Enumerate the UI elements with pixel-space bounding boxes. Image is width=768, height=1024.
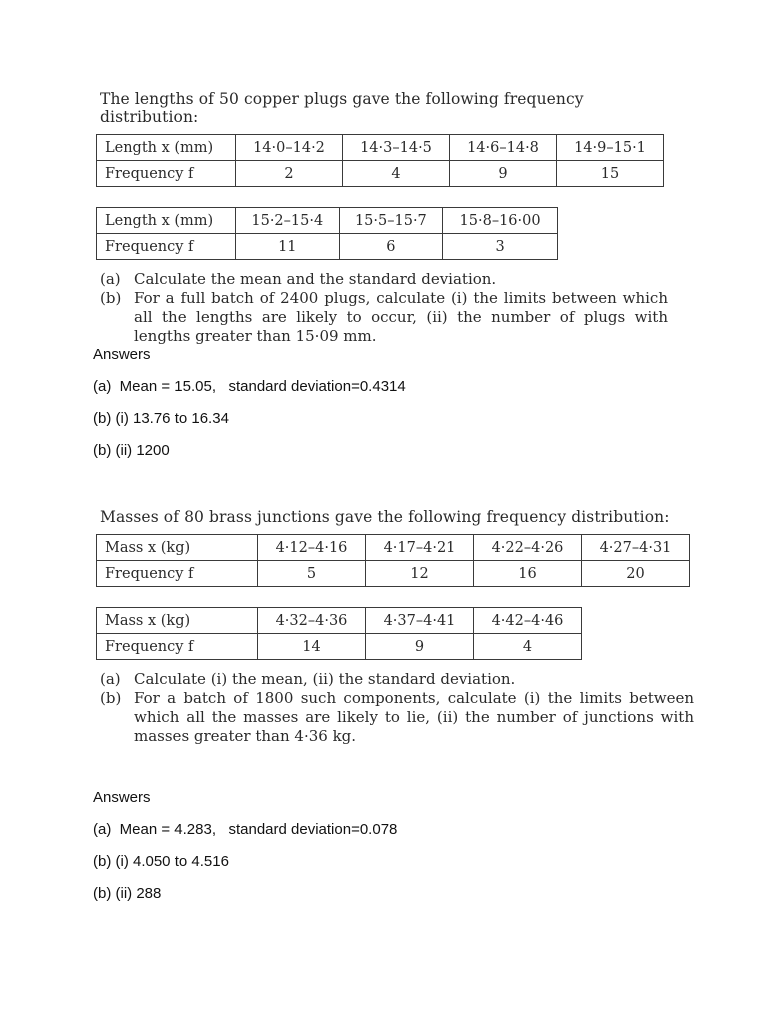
question-b — [96, 689, 694, 746]
question-text: For a batch of 1800 such components, calculate (i) the limits between which all the masses are likely to lie, (ii) the number of junctions with masses greater than 4·36 kg. — [134, 689, 694, 745]
range-cell: 14·6–14·8 — [450, 135, 557, 161]
answer-a: (a) Mean = 4.283, standard deviation=0.078 — [93, 821, 398, 838]
problem-2-intro: Masses of 80 brass junctions gave the following frequency distribution: — [100, 508, 670, 526]
answer-a: (a) Mean = 15.05, standard deviation=0.4314 — [93, 378, 406, 395]
problem-2-questions — [96, 670, 694, 746]
question-text: For a full batch of 2400 plugs, calculate (i) the limits between which all the lengths are likely to occur, (ii) the number of plugs with lengths greater than 15·09 mm. — [134, 289, 668, 345]
row-label: Length x (mm) — [97, 208, 236, 234]
problem-2-table-2 — [96, 607, 582, 660]
table-row — [97, 234, 558, 260]
row-label: Frequency f — [97, 161, 236, 187]
problem-1-questions — [96, 270, 668, 346]
question-label: (b) — [100, 689, 122, 707]
question-label: (b) — [100, 289, 122, 307]
answer-b-ii: (b) (ii) 1200 — [93, 442, 170, 459]
range-cell: 4·27–4·31 — [582, 535, 690, 561]
frequency-cell: 9 — [366, 634, 474, 660]
range-cell: 15·8–16·00 — [443, 208, 558, 234]
row-label: Frequency f — [97, 634, 258, 660]
frequency-cell: 6 — [339, 234, 443, 260]
row-label: Mass x (kg) — [97, 535, 258, 561]
problem-1-scan — [96, 90, 668, 346]
row-label: Mass x (kg) — [97, 608, 258, 634]
answer-b-i: (b) (i) 13.76 to 16.34 — [93, 410, 229, 427]
range-cell: 14·9–15·1 — [557, 135, 664, 161]
row-label: Frequency f — [97, 234, 236, 260]
range-cell: 4·37–4·41 — [366, 608, 474, 634]
table-row — [97, 608, 582, 634]
frequency-cell: 14 — [258, 634, 366, 660]
frequency-cell: 16 — [474, 561, 582, 587]
answer-b-ii: (b) (ii) 288 — [93, 885, 162, 902]
problem-1-intro: The lengths of 50 copper plugs gave the following frequency distribution: — [100, 90, 584, 126]
problem-2-table-1 — [96, 534, 690, 587]
question-a — [96, 270, 668, 289]
question-text: Calculate (i) the mean, (ii) the standard deviation. — [134, 670, 516, 688]
frequency-cell: 15 — [557, 161, 664, 187]
frequency-cell: 5 — [258, 561, 366, 587]
range-cell: 14·0–14·2 — [236, 135, 343, 161]
table-row — [97, 208, 558, 234]
question-label: (a) — [100, 270, 121, 288]
range-cell: 4·17–4·21 — [366, 535, 474, 561]
frequency-cell: 9 — [450, 161, 557, 187]
range-cell: 15·5–15·7 — [339, 208, 443, 234]
range-cell: 4·12–4·16 — [258, 535, 366, 561]
range-cell: 15·2–15·4 — [236, 208, 340, 234]
table-row — [97, 161, 664, 187]
problem-1-table-2 — [96, 207, 558, 260]
question-text: Calculate the mean and the standard deviation. — [134, 270, 497, 288]
question-b — [96, 289, 668, 346]
answers-heading: Answers — [93, 346, 151, 363]
row-label: Frequency f — [97, 561, 258, 587]
table-row — [97, 561, 690, 587]
answers-heading: Answers — [93, 789, 151, 806]
range-cell: 4·22–4·26 — [474, 535, 582, 561]
range-cell: 4·42–4·46 — [474, 608, 582, 634]
question-label: (a) — [100, 670, 121, 688]
frequency-cell: 11 — [236, 234, 340, 260]
range-cell: 4·32–4·36 — [258, 608, 366, 634]
frequency-cell: 3 — [443, 234, 558, 260]
row-label: Length x (mm) — [97, 135, 236, 161]
frequency-cell: 4 — [343, 161, 450, 187]
table-row — [97, 135, 664, 161]
frequency-cell: 2 — [236, 161, 343, 187]
problem-1-table-1 — [96, 134, 664, 187]
table-row — [97, 535, 690, 561]
range-cell: 14·3–14·5 — [343, 135, 450, 161]
question-a — [96, 670, 694, 689]
answer-b-i: (b) (i) 4.050 to 4.516 — [93, 853, 229, 870]
problem-2-scan — [96, 508, 694, 746]
frequency-cell: 20 — [582, 561, 690, 587]
frequency-cell: 4 — [474, 634, 582, 660]
table-row — [97, 634, 582, 660]
frequency-cell: 12 — [366, 561, 474, 587]
